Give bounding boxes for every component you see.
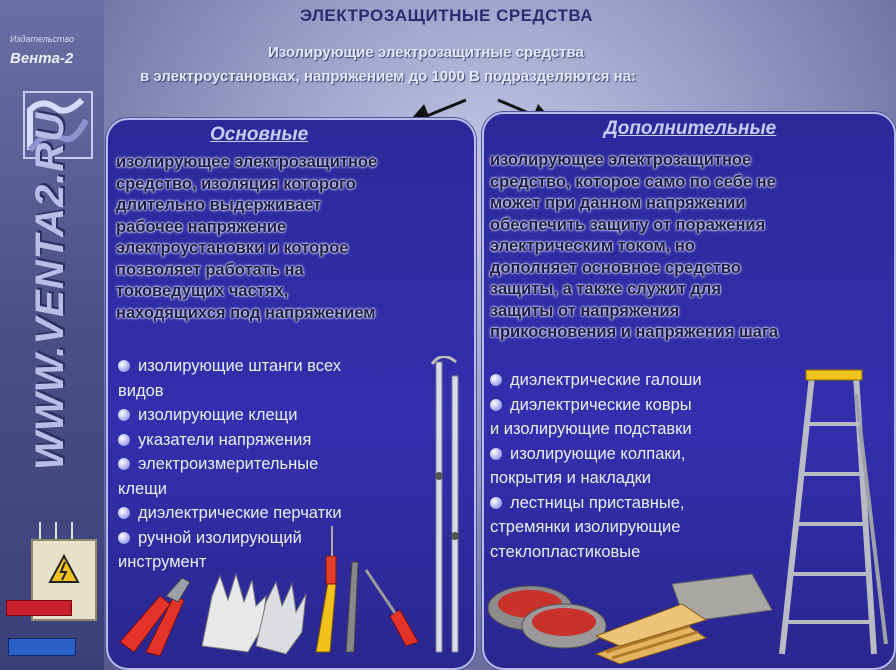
definition-line: прикосновения и напряжения шага [490, 323, 779, 341]
basic-means-list [118, 354, 342, 575]
list-item: электроизмерительные [118, 452, 342, 477]
bullet-icon [490, 448, 502, 460]
additional-means-list [490, 368, 702, 564]
blue-badge [8, 638, 76, 656]
publisher-website: WWW.VENTA2.RU [28, 111, 72, 470]
definition-line: защиты, а также служит для [490, 280, 721, 298]
dielectric-galoshes-icon [488, 586, 606, 648]
list-item: изолирующие штанги всех [118, 354, 342, 379]
list-item-continuation: клещи [118, 479, 168, 498]
subtitle-line-1: Изолирующие электрозащитные средства [268, 44, 584, 61]
definition-line: электрическим током, но [490, 237, 695, 255]
list-item-continuation: и изолирующие подставки [490, 420, 692, 438]
definition-line: позволяет работать на [116, 260, 304, 279]
definition-line: электроустановки и которое [116, 239, 349, 257]
list-item-continuation: видов [118, 381, 164, 400]
definition-line: рабочее напряжение [116, 217, 287, 236]
page-title: ЭЛЕКТРОЗАЩИТНЫЕ СРЕДСТВА [300, 6, 594, 25]
publisher-label: Издательство [10, 34, 75, 44]
publisher-name: Вента-2 [10, 50, 74, 67]
list-item: диэлектрические ковры [490, 393, 702, 418]
basic-means-definition [116, 152, 377, 324]
definition-line: находящихся под напряжением [116, 303, 376, 322]
list-item: указатели напряжения [118, 428, 342, 453]
definition-line: изолирующее электрозащитное [490, 151, 752, 169]
list-item: изолирующие клещи [118, 403, 342, 428]
definition-line: токоведущих частях, [116, 282, 289, 300]
list-item-continuation: инструмент [118, 553, 207, 571]
bullet-icon [118, 409, 130, 421]
list-item-continuation: стеклопластиковые [490, 542, 641, 561]
definition-line: защиты от напряжения [490, 301, 680, 320]
red-badge [6, 600, 72, 616]
list-item-continuation: стремянки изолирующие [490, 518, 681, 536]
definition-line: может при данном напряжении [490, 194, 746, 212]
bullet-icon [118, 507, 130, 519]
bullet-icon [118, 360, 130, 372]
pliers-icon [120, 578, 190, 656]
step-ladder-icon [782, 370, 886, 654]
basic-means-title: Основные [210, 124, 309, 145]
definition-line: длительно выдерживает [116, 196, 322, 214]
bullet-icon [490, 399, 502, 411]
list-item: лестницы приставные, [490, 491, 702, 516]
bullet-icon [118, 532, 130, 544]
screwdriver-icon [366, 570, 418, 646]
bullet-icon [118, 458, 130, 470]
bullet-icon [490, 497, 502, 509]
definition-line: средство, изоляция которого [116, 174, 356, 193]
list-item: диэлектрические перчатки [118, 501, 342, 526]
list-item: изолирующие колпаки, [490, 442, 702, 467]
definition-line: изолирующее электрозащитное [116, 153, 378, 171]
insulating-stand-icon [596, 604, 706, 664]
definition-line: дополняет основное средство [490, 258, 741, 277]
list-item-continuation: покрытия и накладки [490, 469, 652, 487]
definition-line: обеспечить защиту от поражения [490, 215, 766, 234]
subtitle-line-2: в электроустановках, напряжением до 1000 В подразделяются на: [140, 68, 637, 85]
list-item: ручной изолирующий [118, 526, 342, 551]
bullet-icon [490, 374, 502, 386]
bullet-icon [118, 434, 130, 446]
definition-line: средство, которое само по себе не [490, 172, 776, 191]
additional-means-definition [490, 150, 778, 344]
list-item: диэлектрические галоши [490, 368, 702, 393]
insulating-rod-icon [432, 356, 459, 652]
additional-means-title: Дополнительные [604, 118, 777, 139]
dielectric-gloves-icon [202, 574, 306, 654]
